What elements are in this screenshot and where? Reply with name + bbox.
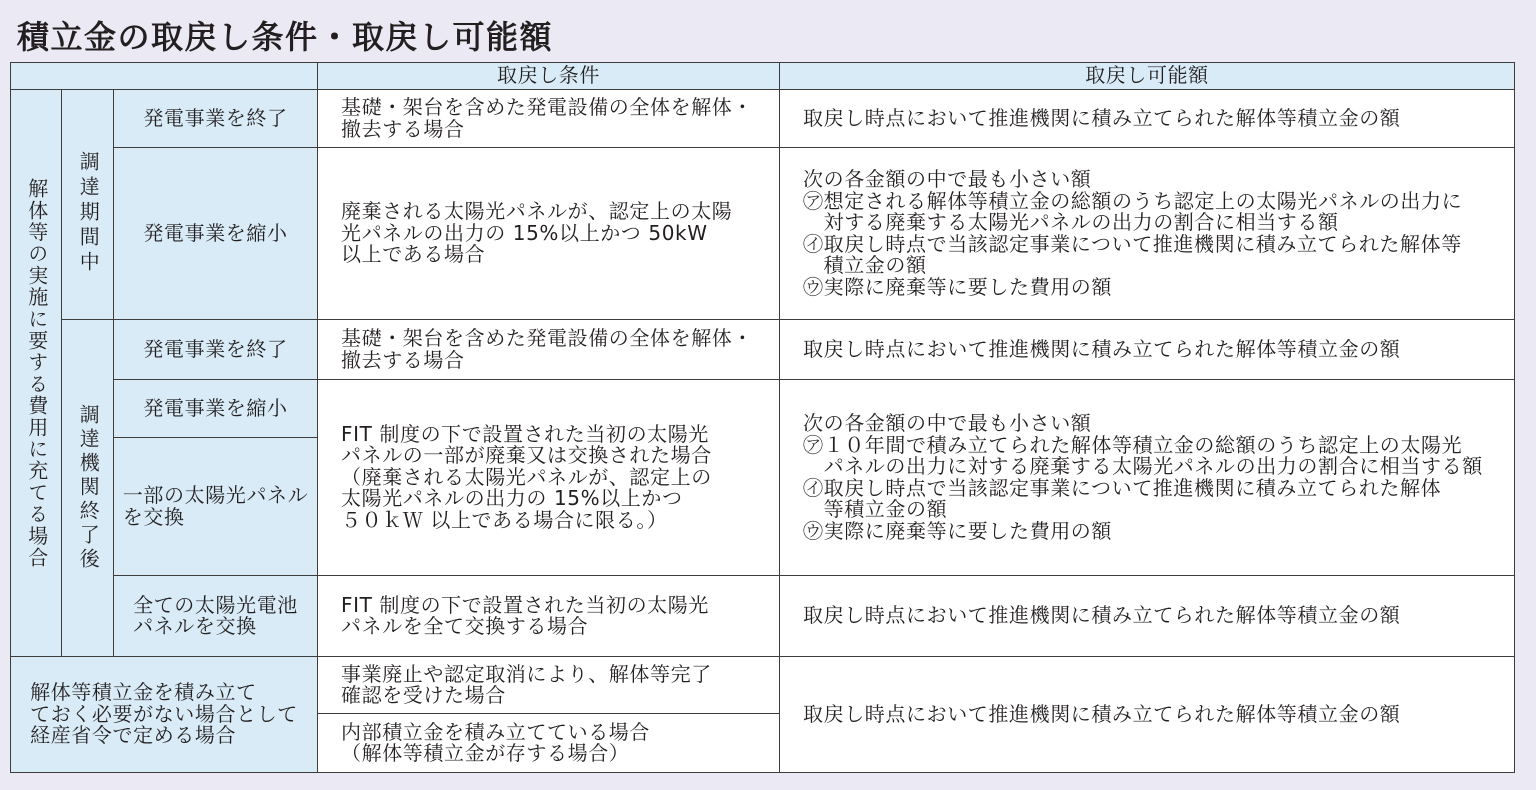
subcategory-during-period-cell <box>62 90 114 320</box>
item-label: 一部の太陽光パネル を交換 <box>122 483 309 529</box>
amount-text: 取戻し時点において推進機関に積み立てられた解体等積立金の額 <box>803 336 1401 361</box>
amount-cell <box>780 320 1515 380</box>
option-mark: ㋑ <box>803 475 824 500</box>
condition-text: 内部積立金を積み立てている場合 （解体等積立金が存する場合） <box>341 719 650 765</box>
header-amount-label: 取戻し可能額 <box>1085 63 1209 88</box>
condition-text: FIT 制度の下で設置された当初の太陽光 パネルの一部が廃棄又は交換された場合 （廃棄される太陽光パネルが、認定上の 太陽光パネルの出力の 15%以上かつ ５０ｋＷ 以上である場合に限る。） <box>341 421 712 532</box>
option-mark: ㋒ <box>803 518 824 543</box>
page-title: 積立金の取戻し条件・取戻し可能額 <box>17 18 554 56</box>
refund-conditions-table <box>10 62 1515 773</box>
amount-option <box>803 274 1462 299</box>
condition-cell <box>318 657 780 714</box>
item-label: 発電事業を終了 <box>143 105 288 130</box>
condition-cell <box>318 320 780 380</box>
condition-text: 基礎・架台を含めた発電設備の全体を解体・ 撤去する場合 <box>341 326 753 372</box>
category-not-required-label: 解体等積立金を積み立て ておく必要がない場合として 経産省令で定める場合 <box>30 680 298 748</box>
amount-option <box>803 432 1483 478</box>
item-cell <box>114 148 318 320</box>
option-mark: ㋑ <box>803 231 824 256</box>
header-amount-cell <box>780 63 1515 90</box>
amount-option <box>803 518 1483 543</box>
amount-cell <box>780 148 1515 320</box>
condition-cell <box>318 380 780 576</box>
option-text: 想定される解体等積立金の総額のうち認定上の太陽光パネルの出力に 対する廃棄する太陽光パネルの出力の割合に相当する額 <box>823 188 1463 234</box>
option-mark: ㋒ <box>803 274 824 299</box>
amount-text: 取戻し時点において推進機関に積み立てられた解体等積立金の額 <box>803 105 1401 130</box>
condition-cell <box>318 576 780 657</box>
amount-text: 取戻し時点において推進機関に積み立てられた解体等積立金の額 <box>803 701 1401 726</box>
subcategory-after-period-cell <box>62 320 114 657</box>
item-cell <box>114 576 318 657</box>
category-dismantling-label: 解体等の実施に要する費用に充てる場合 <box>24 177 49 569</box>
amount-cell <box>780 380 1515 576</box>
condition-text: 事業廃止や認定取消により、解体等完了 確認を受けた場合 <box>341 661 712 707</box>
item-label: 発電事業を終了 <box>143 336 288 361</box>
amount-list-lead: 次の各金額の中で最も小さい額 <box>803 167 1092 191</box>
condition-cell <box>318 148 780 320</box>
condition-text: 廃棄される太陽光パネルが、認定上の太陽 光パネルの出力の 15%以上かつ 50kW 以上である場合 <box>341 199 733 267</box>
option-text: １０年間で積み立てられた解体等積立金の総額のうち認定上の太陽光 パネルの出力に対する廃棄する太陽光パネルの出力の割合に相当する額 <box>823 432 1483 478</box>
item-label: 発電事業を縮小 <box>143 395 288 420</box>
amount-cell <box>780 657 1515 773</box>
condition-text: 基礎・架台を含めた発電設備の全体を解体・ 撤去する場合 <box>341 95 753 141</box>
header-corner-cell <box>11 63 318 90</box>
item-label: 発電事業を縮小 <box>143 220 288 245</box>
option-text: 取戻し時点で当該認定事業について推進機関に積み立てられた解体等 積立金の額 <box>823 231 1462 277</box>
condition-cell <box>318 714 780 773</box>
option-text: 実際に廃棄等に要した費用の額 <box>823 274 1113 299</box>
amount-list <box>803 169 1462 298</box>
option-mark: ㋐ <box>803 188 824 213</box>
item-label: 全ての太陽光電池 パネルを交換 <box>133 592 298 638</box>
category-dismantling-cell <box>11 90 62 657</box>
item-cell <box>114 438 318 576</box>
amount-option <box>803 475 1483 521</box>
amount-option <box>803 231 1462 277</box>
item-cell <box>114 90 318 148</box>
header-conditions-cell <box>318 63 780 90</box>
condition-cell <box>318 90 780 148</box>
item-cell <box>114 380 318 438</box>
option-text: 実際に廃棄等に要した費用の額 <box>823 518 1113 543</box>
amount-text: 取戻し時点において推進機関に積み立てられた解体等積立金の額 <box>803 603 1401 628</box>
amount-list <box>803 413 1483 542</box>
option-mark: ㋐ <box>803 432 824 457</box>
option-text: 取戻し時点で当該認定事業について推進機関に積み立てられた解体 等積立金の額 <box>823 475 1442 521</box>
condition-text: FIT 制度の下で設置された当初の太陽光 パネルを全て交換する場合 <box>341 592 709 638</box>
amount-option <box>803 188 1463 234</box>
item-cell <box>114 320 318 380</box>
amount-cell <box>780 90 1515 148</box>
amount-cell <box>780 576 1515 657</box>
subcategory-after-period-label: 調達機関終了後 <box>76 404 101 572</box>
header-conditions-label: 取戻し条件 <box>497 63 600 88</box>
amount-list-lead: 次の各金額の中で最も小さい額 <box>803 411 1092 435</box>
category-not-required-cell <box>11 657 318 773</box>
subcategory-during-period-label: 調達期間中 <box>76 151 101 276</box>
